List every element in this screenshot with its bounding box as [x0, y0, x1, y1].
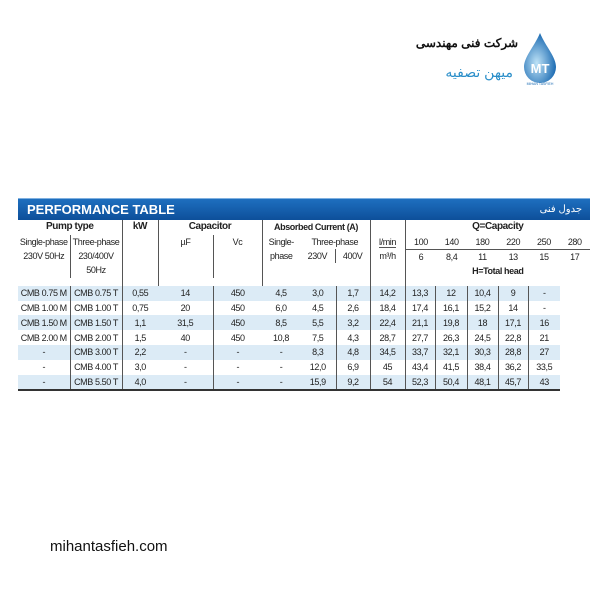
table-cell: 1,5	[122, 330, 158, 345]
table-cell: -	[18, 345, 70, 360]
table-cell: 450	[213, 330, 262, 345]
table-cell: 34,5	[370, 345, 405, 360]
table-row	[18, 375, 590, 391]
table-cell: 21	[528, 330, 560, 345]
table-cell: 4,5	[262, 286, 300, 301]
table-cell: 48,1	[467, 375, 498, 391]
table-cell: -	[262, 345, 300, 360]
table-cell: 4,8	[336, 345, 370, 360]
table-cell: 3,0	[300, 286, 336, 301]
table-cell: 6,0	[275, 302, 287, 313]
header-uf: µF	[180, 236, 191, 247]
header-capacitor: Capacitor	[158, 220, 262, 235]
table-cell: -	[279, 362, 283, 373]
table-cell: 22,8	[498, 330, 528, 345]
header-vc: Vc	[213, 235, 262, 278]
table-cell: 43	[528, 375, 560, 391]
table-cell: CMB 4.00 T	[70, 360, 122, 375]
table-cell: 17,4	[405, 301, 435, 316]
header-single-phase: Single-phase 230V 50Hz	[19, 236, 68, 261]
table-cell: -	[158, 345, 213, 360]
table-cell: 2,6	[336, 301, 370, 316]
table-cell: 3,0	[122, 360, 158, 375]
table-cell: CMB 5.50 T	[70, 375, 122, 391]
header-total-head: H=Total head	[472, 265, 524, 276]
table-cell: 8,5	[262, 315, 300, 330]
table-row	[18, 360, 590, 375]
header-flow-values: 100 140 180 220 250 280 6 8,4 11 13 15 17 H=Total head	[405, 235, 590, 278]
header-units: l/min m³/h	[370, 235, 405, 278]
table-cell: 27	[528, 345, 560, 360]
table-cell: 7,5	[312, 332, 324, 343]
table-cell: 2,2	[122, 345, 158, 360]
water-drop-logo-icon	[520, 31, 560, 86]
table-cell: 1,7	[336, 286, 370, 301]
table-cell: 15,2	[467, 301, 498, 316]
table-cell: 5,5	[300, 315, 336, 330]
header-kw: kW	[122, 220, 158, 235]
table-cell: -	[213, 375, 262, 391]
table-cell: 22,4	[370, 315, 405, 330]
table-cell: 10,8	[273, 332, 289, 343]
table-cell: -	[213, 345, 262, 360]
header-pump-type: Pump type	[18, 220, 122, 235]
table-cell: 28,8	[498, 345, 528, 360]
table-cell: 4,5	[312, 302, 324, 313]
table-cell: 8,3	[300, 345, 336, 360]
table-cell: 27,7	[405, 330, 435, 345]
table-cell: 3,2	[336, 315, 370, 330]
table-cell: 9,2	[336, 375, 370, 391]
table-cell: 450	[213, 301, 262, 316]
table-cell: 17,1	[498, 315, 528, 330]
table-row	[18, 315, 590, 330]
table-cell: 450	[213, 286, 262, 301]
table-cell: 50,4	[435, 375, 467, 391]
company-name: شركت فنی مهندسی	[415, 36, 518, 50]
table-cell: 4,0	[122, 375, 158, 391]
header-capacity: Q=Capacity	[472, 221, 524, 232]
table-cell: -	[183, 362, 187, 373]
table-cell: -	[528, 286, 560, 301]
company-brand: میهن تصفیه	[445, 64, 513, 80]
table-cell: 33,7	[405, 345, 435, 360]
table-row	[18, 301, 590, 316]
table-cell: 31,5	[158, 315, 213, 330]
table-row	[18, 330, 590, 345]
table-cell: CMB 0.75 M	[18, 286, 70, 301]
table-row	[18, 345, 590, 360]
table-cell: -	[528, 301, 560, 316]
table-cell: 33,5	[528, 360, 560, 375]
table-cell: CMB 1.00 M	[20, 302, 67, 313]
table-cell: -	[42, 362, 46, 373]
table-cell: -	[262, 375, 300, 391]
table-cell: 41,5	[435, 360, 467, 375]
table-cell: 36,2	[498, 360, 528, 375]
table-cell: 52,3	[405, 375, 435, 391]
table-title-fa: جدول فنی	[539, 204, 582, 215]
header-abs-three: Three-phase 230V 400V	[300, 235, 370, 278]
table-cell: 450	[213, 315, 262, 330]
table-cell: -	[158, 375, 213, 391]
table-cell: 26,3	[435, 330, 467, 345]
table-cell: CMB 0.75 T	[70, 286, 122, 301]
table-cell: 16,1	[435, 301, 467, 316]
table-cell: CMB 1.50 T	[70, 315, 122, 330]
table-cell: 0,55	[122, 286, 158, 301]
table-cell: 4,3	[336, 330, 370, 345]
table-cell: 54	[370, 375, 405, 391]
table-cell: 28,7	[370, 330, 405, 345]
table-title-bar	[18, 198, 590, 220]
svg-text:MIHAN TASFIEH: MIHAN TASFIEH	[526, 82, 554, 86]
table-cell: 12	[435, 286, 467, 301]
table-cell: 14,2	[370, 286, 405, 301]
table-cell: -	[18, 375, 70, 391]
table-cell: 1,1	[122, 315, 158, 330]
table-title: PERFORMANCE TABLE	[27, 202, 175, 217]
table-row	[18, 286, 590, 301]
table-cell: 45	[370, 360, 405, 375]
table-cell: 24,5	[467, 330, 498, 345]
table-cell: 30,3	[467, 345, 498, 360]
svg-text:MT: MT	[530, 61, 550, 76]
table-cell: 10,4	[467, 286, 498, 301]
table-cell: CMB 3.00 T	[70, 345, 122, 360]
table-cell: 19,8	[435, 315, 467, 330]
header-three-phase: Three-phase 230/400V 50Hz	[70, 235, 122, 278]
header-abs-single: Single- phase	[268, 236, 294, 261]
performance-table	[18, 220, 590, 391]
table-cell: 40	[180, 332, 190, 343]
table-cell: 15,9	[300, 375, 336, 391]
table-cell: 13,3	[405, 286, 435, 301]
table-cell: 20	[180, 302, 190, 313]
table-cell: CMB 2.00 T	[70, 330, 122, 345]
table-cell: 9	[498, 286, 528, 301]
table-cell: CMB 1.00 T	[70, 301, 122, 316]
website-url: mihantasfieh.com	[50, 538, 168, 555]
table-cell: 14	[158, 286, 213, 301]
table-cell: 43,4	[405, 360, 435, 375]
table-cell: 32,1	[435, 345, 467, 360]
table-cell: 6,9	[336, 360, 370, 375]
table-cell: CMB 2.00 M	[20, 332, 67, 343]
table-cell: 45,7	[498, 375, 528, 391]
table-cell: 38,4	[467, 360, 498, 375]
table-cell: 16	[528, 315, 560, 330]
table-cell: 12,0	[309, 362, 326, 373]
table-cell: 0,75	[122, 301, 158, 316]
table-cell: 18,4	[370, 301, 405, 316]
table-cell: -	[213, 360, 262, 375]
table-cell: 14	[498, 301, 528, 316]
header-absorbed-current: Absorbed Current (A)	[262, 220, 370, 235]
table-cell: 18	[467, 315, 498, 330]
table-cell: CMB 1.50 M	[18, 315, 70, 330]
company-logo	[415, 28, 590, 93]
table-cell: 21,1	[405, 315, 435, 330]
